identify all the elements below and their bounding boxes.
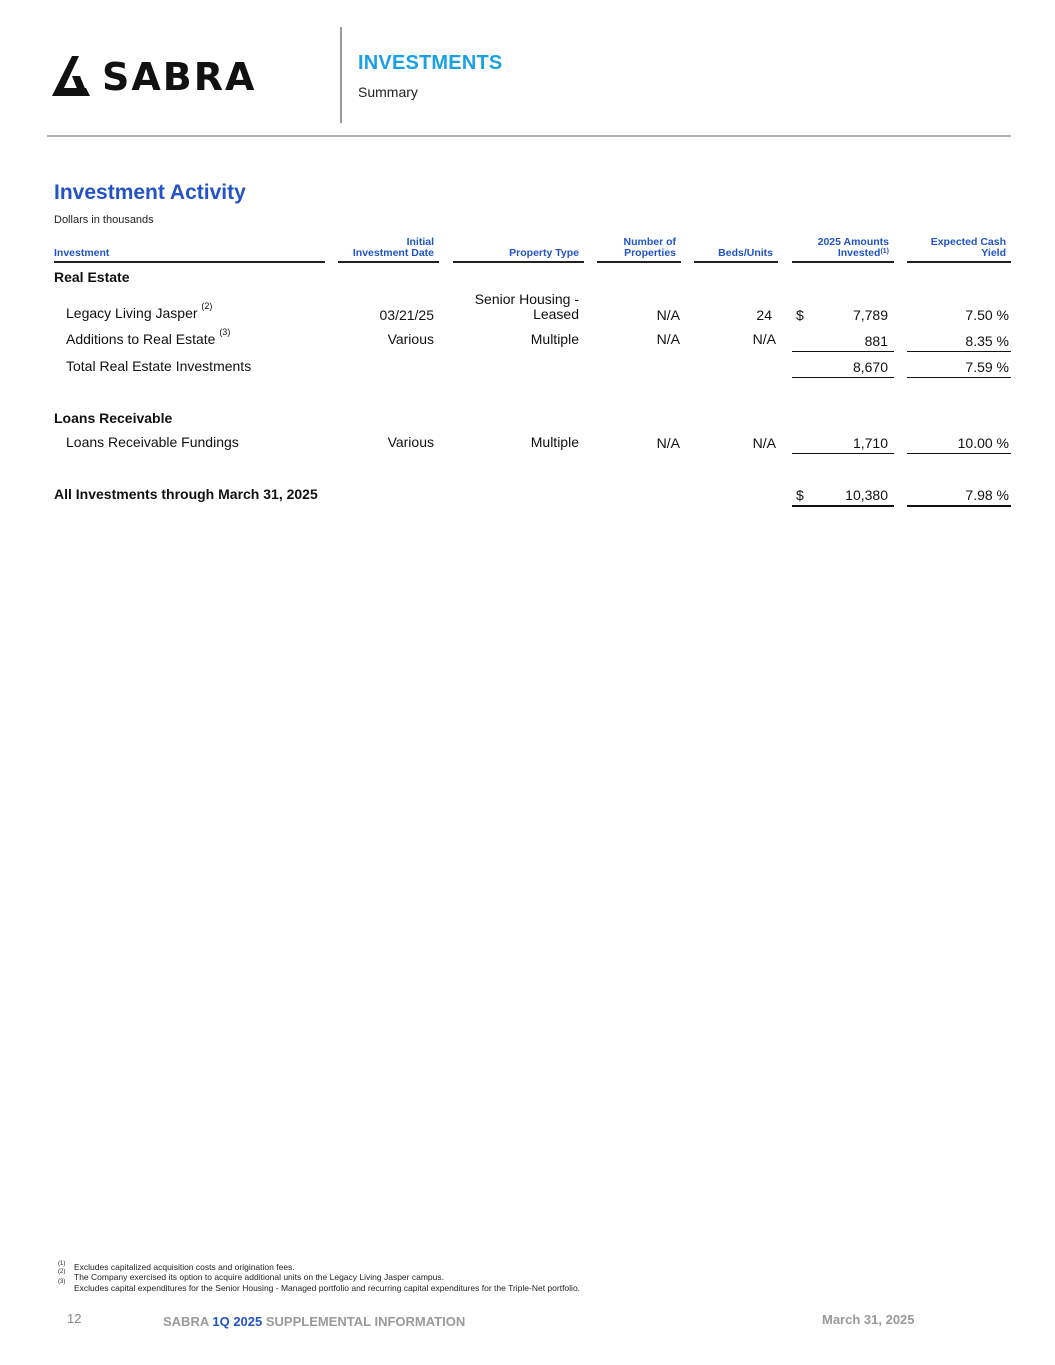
col-num-line2: Properties <box>624 247 676 259</box>
footnote-2: The Company exercised its option to acquire additional units on the Legacy Living Jasper campus. <box>74 1272 444 1282</box>
row-legacy-amount: 7,789 <box>852 307 888 323</box>
footnote-2-mark: (2) <box>58 1269 66 1275</box>
col-yield <box>907 237 1006 259</box>
col-num-properties <box>597 237 676 259</box>
row-legacy-label: Legacy Living Jasper <box>66 305 198 321</box>
section-subtitle: Summary <box>358 84 418 100</box>
row-additions-amount: 881 <box>864 333 888 349</box>
col-num-rule <box>597 261 681 263</box>
row-additions-note: (3) <box>219 327 231 337</box>
loans-heading: Loans Receivable <box>54 410 173 426</box>
row-legacy-type <box>440 292 579 322</box>
col-amounts-rule <box>792 261 894 263</box>
additions-amount-rule <box>792 351 894 352</box>
col-initial-rule <box>338 261 439 263</box>
header-rule <box>47 135 1011 137</box>
loans-yield-rule <box>907 453 1011 454</box>
row-legacy-name <box>66 301 213 321</box>
total-re-amount-rule <box>792 377 894 378</box>
total-re-yield-rule <box>907 377 1011 378</box>
section-title: INVESTMENTS <box>358 52 503 74</box>
logo-text: SABRA <box>102 55 257 98</box>
footer-date: March 31, 2025 <box>822 1312 915 1327</box>
col-yield-line2: Yield <box>981 247 1006 259</box>
row-legacy-beds: 24 <box>756 307 772 323</box>
activity-subtitle: Dollars in thousands <box>54 214 154 226</box>
col-investment-rule <box>54 261 325 263</box>
footnote-3: Excludes capital expenditures for the Senior Housing - Managed portfolio and recurring capital expenditures for the Triple-Net portfolio. <box>74 1283 581 1293</box>
grand-total-amount-rule <box>792 505 894 507</box>
header-divider <box>340 27 342 123</box>
row-legacy-yield: 7.50 % <box>965 307 1009 323</box>
col-num-line1: Number of <box>623 236 676 248</box>
footnote-1-mark: (1) <box>58 1261 66 1267</box>
total-re-yield: 7.59 % <box>965 359 1009 375</box>
col-initial-line1: Initial <box>406 236 434 248</box>
col-yield-rule <box>907 261 1011 263</box>
footnote-1: Excludes capitalized acquisition costs and origination fees. <box>74 1262 295 1272</box>
row-loans-amount: 1,710 <box>852 435 888 451</box>
total-re-name: Total Real Estate Investments <box>66 358 252 374</box>
grand-total-amount: 10,380 <box>845 487 888 503</box>
row-legacy-type-line1: Senior Housing - <box>474 291 579 307</box>
col-beds-rule <box>694 261 778 263</box>
row-loans-props: N/A <box>656 435 680 451</box>
row-additions-name <box>66 327 231 347</box>
grand-total-yield-rule <box>907 505 1011 507</box>
row-legacy-note: (2) <box>201 301 213 311</box>
footnote-3-mark: (3) <box>58 1279 66 1285</box>
real-estate-heading: Real Estate <box>54 269 130 285</box>
row-legacy-date: 03/21/25 <box>379 307 434 323</box>
sabra-logo-mark <box>52 50 297 98</box>
row-loans-name: Loans Receivable Fundings <box>66 434 239 450</box>
row-additions-props: N/A <box>656 331 680 347</box>
col-initial-line2: Investment Date <box>352 247 434 259</box>
grand-total-name: All Investments through March 31, 2025 <box>54 486 318 502</box>
footer-brand-prefix: SABRA <box>163 1314 209 1329</box>
grand-total-yield: 7.98 % <box>965 487 1009 503</box>
row-legacy-props: N/A <box>656 307 680 323</box>
col-amounts-line1: 2025 Amounts <box>817 236 889 248</box>
row-additions-beds: N/A <box>752 331 776 347</box>
row-additions-label: Additions to Real Estate <box>66 331 216 347</box>
activity-title: Investment Activity <box>54 181 246 204</box>
row-loans-date: Various <box>387 434 434 450</box>
row-additions-date: Various <box>387 331 434 347</box>
row-legacy-type-line2: Leased <box>533 306 579 322</box>
row-additions-type: Multiple <box>530 331 579 347</box>
page-number: 12 <box>67 1311 82 1326</box>
row-additions-yield: 8.35 % <box>965 333 1009 349</box>
col-amounts-note: (1) <box>880 248 889 255</box>
col-investment: Investment <box>54 247 110 259</box>
footer-brand-highlight: 1Q 2025 <box>212 1314 263 1329</box>
row-loans-beds: N/A <box>752 435 776 451</box>
sabra-logo <box>52 50 297 98</box>
footer-brand-suffix: SUPPLEMENTAL INFORMATION <box>265 1314 466 1329</box>
loans-amount-rule <box>792 453 894 454</box>
col-beds: Beds/Units <box>718 247 773 259</box>
col-amounts <box>792 237 889 259</box>
grand-total-currency: $ <box>796 487 804 503</box>
row-legacy-currency: $ <box>796 307 804 323</box>
row-loans-type: Multiple <box>530 434 579 450</box>
col-property-rule <box>453 261 584 263</box>
col-initial-date <box>338 237 434 259</box>
col-amounts-line2: Invested <box>837 247 881 259</box>
col-yield-line1: Expected Cash <box>930 236 1006 248</box>
col-property-type: Property Type <box>509 247 579 259</box>
footer-brand <box>163 1314 465 1329</box>
total-re-amount: 8,670 <box>852 359 888 375</box>
additions-yield-rule <box>907 351 1011 352</box>
row-loans-yield: 10.00 % <box>957 435 1009 451</box>
